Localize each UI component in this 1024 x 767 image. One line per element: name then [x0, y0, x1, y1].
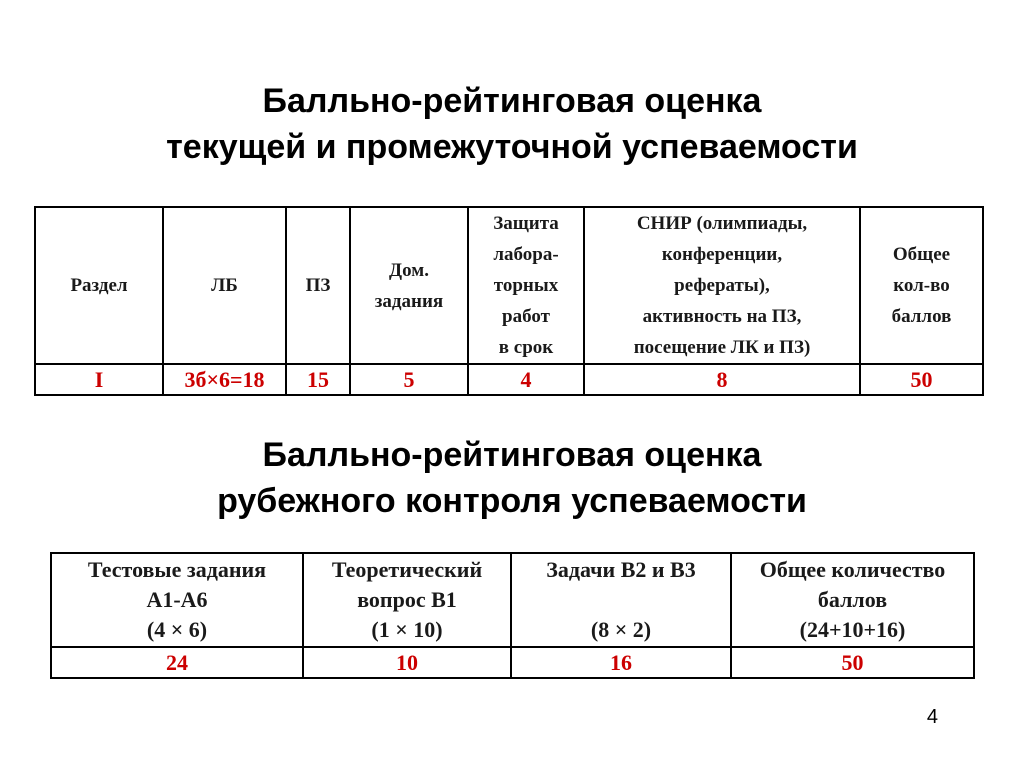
header-cell-problems: Задачи В2 и В3 (8 × 2)	[511, 553, 731, 647]
title-current-assessment	[0, 78, 1024, 170]
value-cell: 3б×6=18	[163, 364, 286, 395]
header-row	[35, 207, 983, 364]
value-cell: 4	[468, 364, 584, 395]
page-number: 4	[926, 706, 938, 728]
header-cell-pz: ПЗ	[286, 207, 350, 364]
title-line-1: Балльно-рейтинговая оценка	[262, 82, 762, 120]
header-cell-lb: ЛБ	[163, 207, 286, 364]
value-cell: 16	[511, 647, 731, 678]
header-row	[51, 553, 974, 647]
milestone-assessment-table	[50, 552, 975, 679]
values-row	[51, 647, 974, 678]
header-cell-section: Раздел	[35, 207, 163, 364]
header-cell-total: Общее количество баллов (24+10+16)	[731, 553, 974, 647]
header-cell-homework: Дом. задания	[350, 207, 468, 364]
header-cell-snir: СНИР (олимпиады, конференции, рефераты), активность на ПЗ, посещение ЛК и ПЗ)	[584, 207, 860, 364]
value-cell: 5	[350, 364, 468, 395]
header-cell-theory: Теоретический вопрос В1 (1 × 10)	[303, 553, 511, 647]
value-cell: 8	[584, 364, 860, 395]
title-line-1: Балльно-рейтинговая оценка	[262, 436, 762, 474]
value-cell: 10	[303, 647, 511, 678]
header-cell-lab-defense: Защита лабора- торных работ в срок	[468, 207, 584, 364]
header-cell-total: Общее кол-во баллов	[860, 207, 983, 364]
values-row	[35, 364, 983, 395]
title-line-2: рубежного контроля успеваемости	[217, 482, 807, 520]
header-cell-tests: Тестовые задания А1-А6 (4 × 6)	[51, 553, 303, 647]
value-cell: 15	[286, 364, 350, 395]
title-line-2: текущей и промежуточной успеваемости	[166, 128, 858, 166]
value-cell: I	[35, 364, 163, 395]
current-assessment-table	[34, 206, 984, 396]
title-milestone-assessment	[0, 432, 1024, 524]
value-cell: 50	[731, 647, 974, 678]
value-cell: 24	[51, 647, 303, 678]
value-cell: 50	[860, 364, 983, 395]
